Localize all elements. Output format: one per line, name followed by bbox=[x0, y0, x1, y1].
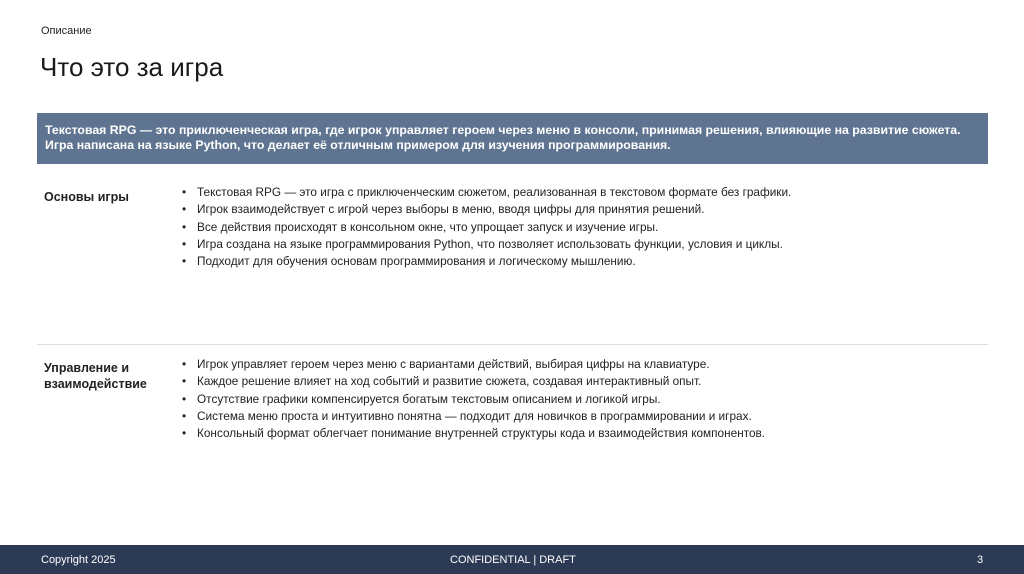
summary-banner: Текстовая RPG — это приключенческая игра, где игрок управляет героем через меню в консоли, принимая решения, влияющие на развитие сюжета. Игра написана на языке Python, что делает её отличным примером для изучения программирования. bbox=[37, 113, 988, 164]
bullet-list bbox=[180, 184, 791, 270]
list-item: • Игра создана на языке программирования Python, что позволяет использовать функции, условия и циклы. bbox=[180, 236, 791, 253]
list-item: • Система меню проста и интуитивно понятна — подходит для новичков в программировании и играх. bbox=[180, 408, 765, 425]
list-item: • Игрок управляет героем через меню с вариантами действий, выбирая цифры на клавиатуре. bbox=[180, 356, 765, 373]
divider bbox=[37, 344, 988, 345]
list-item: • Текстовая RPG — это игра с приключенческим сюжетом, реализованная в текстовом формате без графики. bbox=[180, 184, 791, 201]
list-item: • Подходит для обучения основам программирования и логическому мышлению. bbox=[180, 253, 791, 270]
list-item: • Консольный формат облегчает понимание внутренней структуры кода и взаимодействия компонентов. bbox=[180, 425, 765, 442]
page-number: 3 bbox=[977, 554, 984, 566]
section-label: Основы игры bbox=[44, 190, 129, 204]
footer-copyright: Copyright 2025 bbox=[41, 554, 116, 566]
list-item: • Отсутствие графики компенсируется богатым текстовым описанием и логикой игры. bbox=[180, 391, 765, 408]
eyebrow-label: Описание bbox=[41, 25, 92, 37]
section-label: Управление и взаимодействие bbox=[44, 361, 147, 391]
list-item: • Игрок взаимодействует с игрой через выборы в меню, вводя цифры для принятия решений. bbox=[180, 201, 791, 218]
list-item: • Каждое решение влияет на ход событий и развитие сюжета, создавая интерактивный опыт. bbox=[180, 373, 765, 390]
page-title: Что это за игра bbox=[40, 52, 224, 82]
footer-confidential: CONFIDENTIAL | DRAFT bbox=[450, 554, 576, 566]
bullet-list bbox=[180, 356, 765, 442]
footer bbox=[0, 545, 1024, 574]
list-item: • Все действия происходят в консольном окне, что упрощает запуск и изучение игры. bbox=[180, 219, 791, 236]
